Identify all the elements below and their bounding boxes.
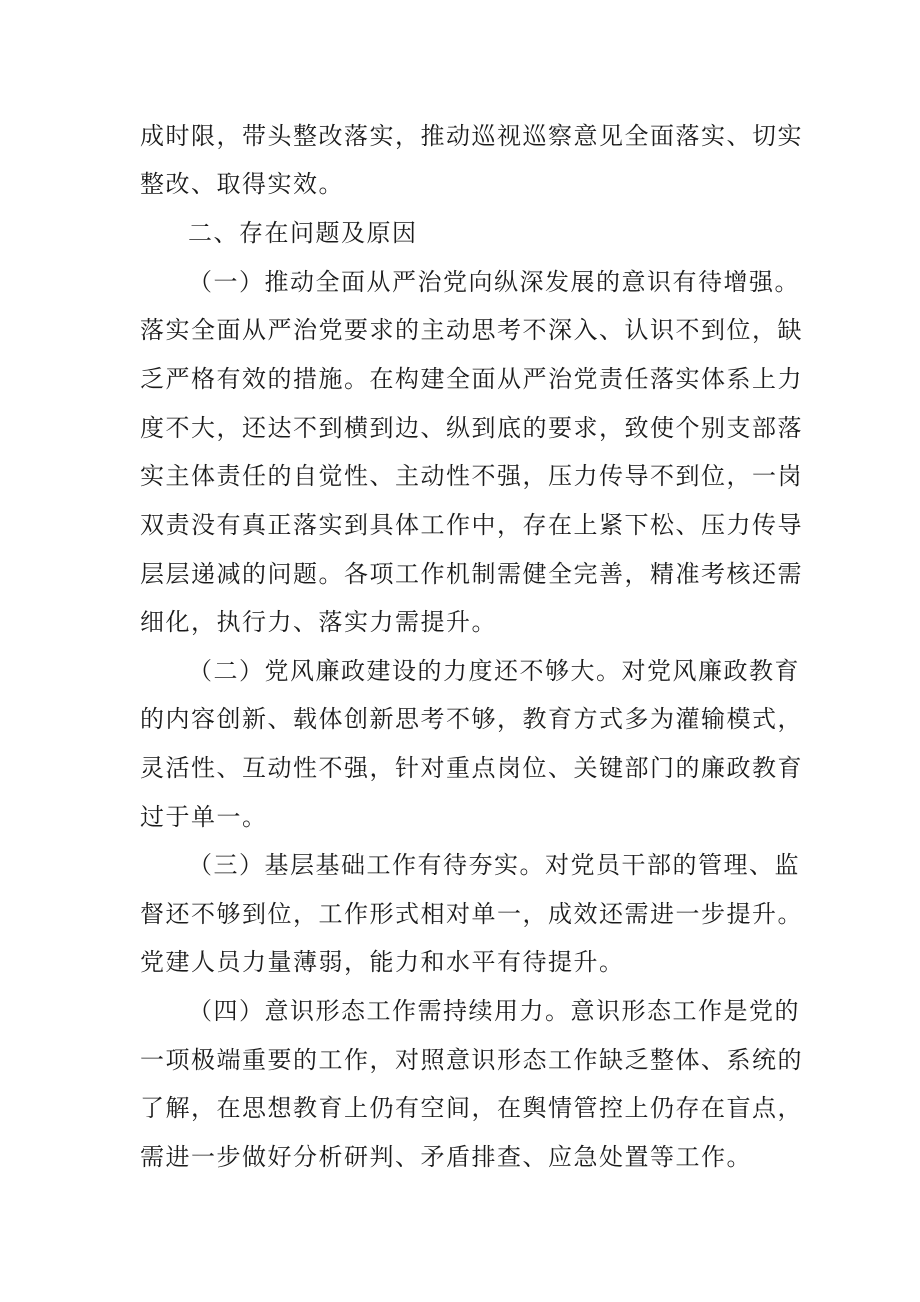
paragraph-line: 细化，执行力、落实力需提升。 (140, 608, 497, 636)
paragraph-line: 整改、取得实效。 (140, 170, 344, 198)
paragraph-line: 实主体责任的自觉性、主动性不强，压力传导不到位，一岗 (140, 462, 803, 490)
paragraph-line: 双责没有真正落实到具体工作中，存在上紧下松、压力传导 (140, 511, 803, 539)
paragraph-line: 了解，在思想教育上仍有空间，在舆情管控上仍存在盲点， (140, 1094, 803, 1122)
paragraph-line: 度不大，还达不到横到边、纵到底的要求，致使个别支部落 (140, 414, 803, 442)
section-heading: 二、存在问题及原因 (188, 219, 418, 247)
paragraph-line: 党建人员力量薄弱，能力和水平有待提升。 (140, 948, 625, 976)
paragraph-line: 一项极端重要的工作，对照意识形态工作缺乏整体、系统的 (140, 1046, 803, 1074)
paragraph-line: 层层递减的问题。各项工作机制需健全完善，精准考核还需 (140, 560, 803, 588)
paragraph-line: 需进一步做好分析研判、矛盾排查、应急处置等工作。 (140, 1143, 752, 1171)
paragraph-line: 的内容创新、载体创新思考不够，教育方式多为灌输模式， (140, 705, 803, 733)
paragraph-line: 落实全面从严治党要求的主动思考不深入、认识不到位，缺 (140, 316, 803, 344)
paragraph-line: 乏严格有效的措施。在构建全面从严治党责任落实体系上力 (140, 365, 803, 393)
paragraph-line: 成时限，带头整改落实，推动巡视巡察意见全面落实、切实 (140, 122, 803, 150)
paragraph-line: 过于单一。 (140, 803, 268, 831)
subsection-heading: （三）基层基础工作有待夯实。对党员干部的管理、监 (188, 851, 800, 879)
subsection-heading: （一）推动全面从严治党向纵深发展的意识有待增强。 (188, 268, 800, 296)
subsection-heading: （四）意识形态工作需持续用力。意识形态工作是党的 (188, 997, 800, 1025)
paragraph-line: 督还不够到位，工作形式相对单一，成效还需进一步提升。 (140, 900, 803, 928)
paragraph-line: 灵活性、互动性不强，针对重点岗位、关键部门的廉政教育 (140, 754, 803, 782)
subsection-heading: （二）党风廉政建设的力度还不够大。对党风廉政教育 (188, 657, 800, 685)
